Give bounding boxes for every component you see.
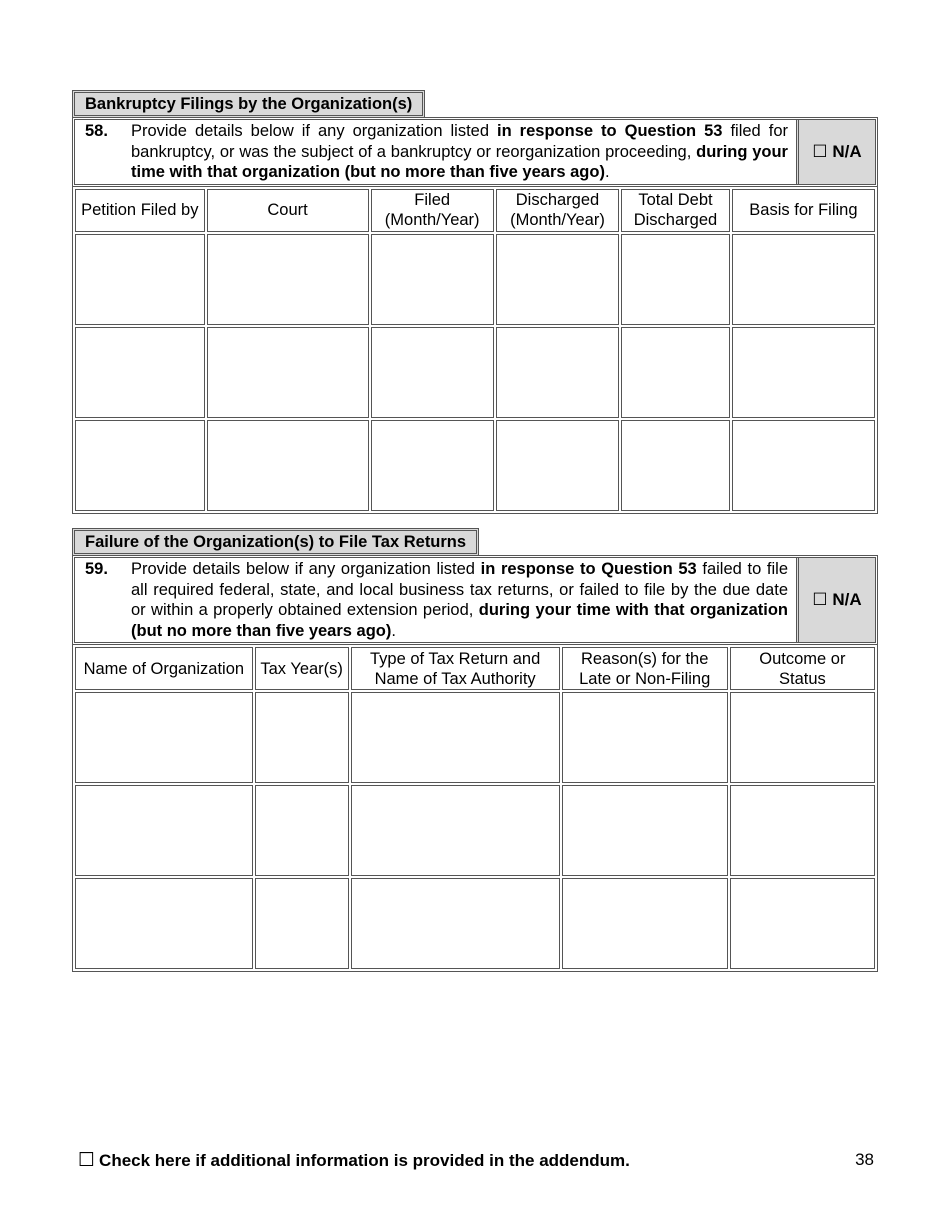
column-header: Total Debt Discharged <box>621 189 730 232</box>
column-header: Basis for Filing <box>732 189 875 232</box>
question-row <box>72 117 878 187</box>
input-cell[interactable] <box>621 234 730 325</box>
input-cell[interactable] <box>255 785 349 876</box>
addendum-checkbox[interactable] <box>78 1149 630 1172</box>
input-cell[interactable] <box>562 692 728 783</box>
page-footer <box>78 1148 874 1172</box>
input-cell[interactable] <box>732 234 875 325</box>
input-cell[interactable] <box>371 420 494 511</box>
input-cell[interactable] <box>75 878 253 969</box>
table-row <box>75 327 875 418</box>
column-header: Type of Tax Return and Name of Tax Authority <box>351 647 560 690</box>
bankruptcy-section <box>72 90 878 514</box>
column-header: Discharged (Month/Year) <box>496 189 619 232</box>
question-body: Provide details below if any organization listed in response to Question 53 failed to file all required federal, state, and local business tax returns, or failed to file by the due date or within a properly obtained extension period, during your time with that organization (but no more than five years ago). <box>131 560 788 640</box>
input-cell[interactable] <box>496 420 619 511</box>
input-cell[interactable] <box>351 692 560 783</box>
addendum-label: Check here if additional information is provided in the addendum. <box>99 1150 630 1170</box>
input-cell[interactable] <box>207 234 369 325</box>
input-cell[interactable] <box>75 234 205 325</box>
question-text <box>75 120 796 184</box>
table-row <box>75 878 875 969</box>
tax-returns-section <box>72 528 878 972</box>
input-cell[interactable] <box>351 785 560 876</box>
question-body: Provide details below if any organization listed in response to Question 53 filed for bankruptcy, or was the subject of a bankruptcy or reorganization proceeding, during your time with that organization (but no more than five years ago). <box>131 122 788 181</box>
bankruptcy-table <box>72 186 878 514</box>
input-cell[interactable] <box>730 692 875 783</box>
page-number: 38 <box>855 1150 874 1169</box>
table-row <box>75 785 875 876</box>
question-row <box>72 555 878 645</box>
input-cell[interactable] <box>255 878 349 969</box>
section-title: Failure of the Organization(s) to File Tax Returns <box>72 528 479 556</box>
input-cell[interactable] <box>351 878 560 969</box>
section-title: Bankruptcy Filings by the Organization(s) <box>72 90 425 118</box>
header-row <box>75 647 875 690</box>
tax-returns-table <box>72 644 878 972</box>
input-cell[interactable] <box>562 785 728 876</box>
column-header: Court <box>207 189 369 232</box>
table-row <box>75 420 875 511</box>
column-header: Outcome or Status <box>730 647 875 690</box>
input-cell[interactable] <box>207 420 369 511</box>
na-checkbox[interactable]: ☐ N/A <box>796 120 875 184</box>
question-number: 58. <box>85 122 108 140</box>
column-header: Reason(s) for the Late or Non-Filing <box>562 647 728 690</box>
checkbox-icon[interactable]: ☐ <box>78 1149 96 1171</box>
input-cell[interactable] <box>496 327 619 418</box>
input-cell[interactable] <box>621 420 730 511</box>
input-cell[interactable] <box>75 420 205 511</box>
input-cell[interactable] <box>730 785 875 876</box>
table-row <box>75 234 875 325</box>
input-cell[interactable] <box>732 420 875 511</box>
table-row <box>75 692 875 783</box>
input-cell[interactable] <box>207 327 369 418</box>
input-cell[interactable] <box>371 234 494 325</box>
question-text <box>75 558 796 642</box>
header-row <box>75 189 875 232</box>
question-number: 59. <box>85 560 108 578</box>
na-checkbox[interactable]: ☐ N/A <box>796 558 875 642</box>
input-cell[interactable] <box>730 878 875 969</box>
input-cell[interactable] <box>75 785 253 876</box>
input-cell[interactable] <box>621 327 730 418</box>
input-cell[interactable] <box>496 234 619 325</box>
input-cell[interactable] <box>732 327 875 418</box>
input-cell[interactable] <box>371 327 494 418</box>
input-cell[interactable] <box>75 327 205 418</box>
input-cell[interactable] <box>562 878 728 969</box>
column-header: Tax Year(s) <box>255 647 349 690</box>
column-header: Petition Filed by <box>75 189 205 232</box>
column-header: Name of Organization <box>75 647 253 690</box>
input-cell[interactable] <box>255 692 349 783</box>
column-header: Filed (Month/Year) <box>371 189 494 232</box>
input-cell[interactable] <box>75 692 253 783</box>
